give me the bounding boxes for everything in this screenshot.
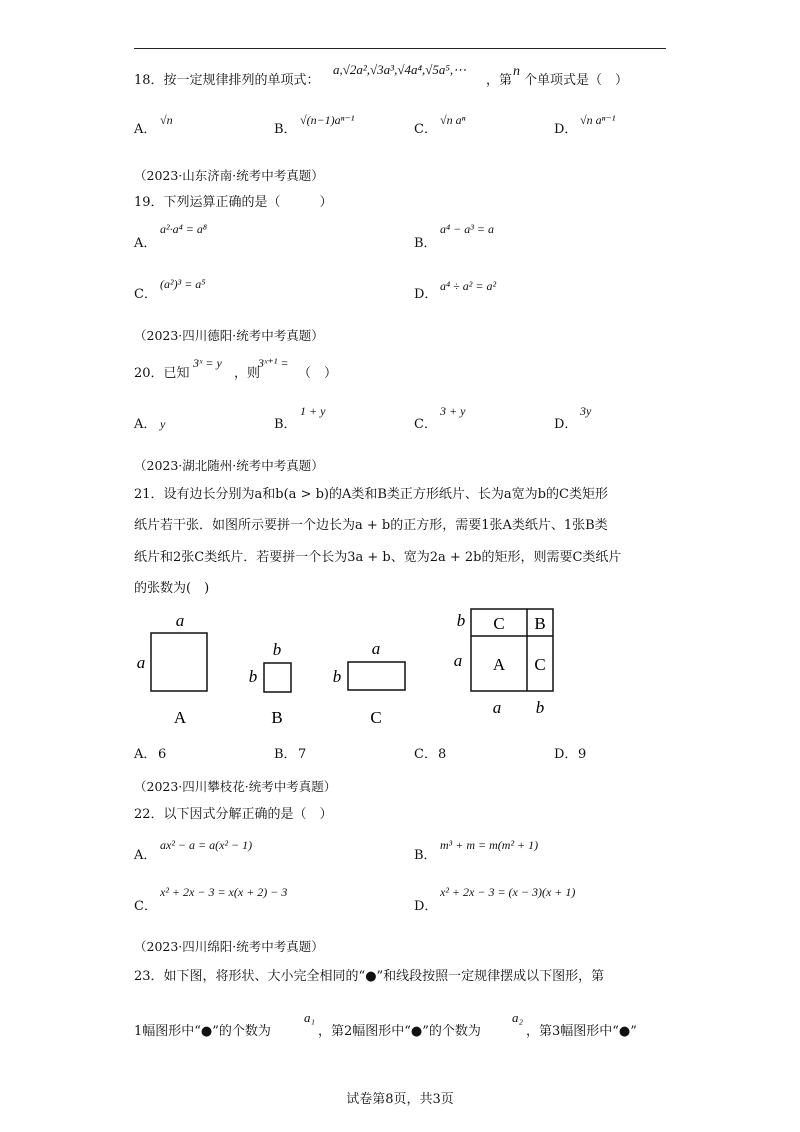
q20-option-b-label: B．: [274, 417, 297, 432]
q18-stem: [134, 70, 320, 92]
q19-option-d: a⁴ ÷ a² = a²: [440, 279, 497, 293]
q20-option-c-label: C．: [414, 417, 437, 432]
q18-stem-suffix: 个单项式是（ ）: [524, 73, 629, 88]
fig-c-side-label: b: [332, 667, 342, 686]
q18-option-d: √n aⁿ⁻¹: [580, 113, 616, 127]
q22-option-b: m³ + m = m(m² + 1): [440, 838, 539, 852]
q18-option-a: √n: [160, 113, 173, 127]
q21-source: （2023·湖北随州·统考中考真题）: [134, 458, 324, 473]
q18-stem-prefix: 18．按一定规律排列的单项式：: [134, 73, 320, 88]
q18-stem-mid: ，第: [486, 73, 513, 88]
q18-option-b: √(n−1)aⁿ⁻¹: [300, 113, 355, 127]
q18-option-d-label: D．: [554, 122, 578, 137]
q20-stem-prefix: 20．已知: [134, 366, 190, 381]
q21-option-b: 7: [298, 747, 307, 762]
q19-option-d-label: D．: [414, 287, 438, 302]
q22-option-d-label: D．: [414, 899, 438, 914]
q21-line-3: 纸片和2张C类纸片．若要拼一个长为3a + b、宽为2a + 2b的矩形，则需要C类纸片: [134, 550, 622, 565]
fig-composite-a: A: [492, 655, 506, 674]
q23-a2: a₂: [512, 1010, 524, 1025]
q22-option-a: ax² − a = a(x² − 1): [160, 838, 253, 852]
fig-composite-b-bottom: b: [535, 698, 545, 717]
q18-option-a-label: A．: [134, 122, 157, 137]
fig-composite-a-side: a: [453, 651, 463, 670]
fig-composite-a-bottom: a: [492, 698, 502, 717]
q20-option-a: y: [160, 417, 166, 431]
q21-line-4: 的张数为( ): [134, 581, 210, 596]
q20-stem-suffix: （ ）: [298, 366, 338, 381]
header-rule: [134, 48, 666, 49]
q22-option-d: x² + 2x − 3 = (x − 3)(x + 1): [440, 885, 576, 899]
fig-c-top-label: a: [371, 639, 381, 658]
q19-option-b: a⁴ − a³ = a: [440, 222, 494, 236]
q18-sequence: a,√2a²,√3a³,√4a⁴,√5a⁵,⋯: [333, 62, 467, 77]
q20-option-a-label: A．: [134, 417, 157, 432]
fig-b-caption: B: [271, 708, 283, 727]
q19-option-a-label: A．: [134, 236, 157, 251]
q18-option-c-label: C．: [414, 122, 437, 137]
fig-a-top-label: a: [175, 611, 185, 630]
q20-source: （2023·四川德阳·统考中考真题）: [134, 328, 324, 343]
q20-option-c: 3 + y: [440, 404, 466, 418]
q18-option-c: √n aⁿ: [440, 113, 466, 127]
q22-option-b-label: B．: [414, 848, 437, 863]
q21-line-1: 21．设有边长分别为a和b(a > b)的A类和B类正方形纸片、长为a宽为b的C类矩形: [134, 487, 608, 502]
q22-stem: 22．以下因式分解正确的是（ ）: [134, 807, 333, 822]
q23-a1: a₁: [304, 1010, 316, 1025]
q20-option-b: 1 + y: [300, 404, 326, 418]
q23-line-2a: 1幅图形中“●”的个数为: [134, 1024, 271, 1039]
q21-option-b-label: B．: [274, 747, 297, 762]
q23-source: （2023·四川绵阳·统考中考真题）: [134, 939, 324, 954]
q21-option-c: 8: [438, 747, 447, 762]
fig-c-caption: C: [370, 708, 382, 727]
q22-option-c-label: C．: [134, 899, 157, 914]
q19-stem: 19．下列运算正确的是（ ）: [134, 195, 333, 210]
fig-rect-c: [348, 662, 405, 690]
q23-line-1: 23．如下图，将形状、大小完全相同的“●”和线段按照一定规律摆成以下图形，第: [134, 969, 605, 984]
q19-option-c: (a²)³ = a⁵: [160, 277, 206, 291]
q23-line-2c: ，第3幅图形中“●”: [526, 1024, 637, 1039]
fig-square-b: [264, 663, 291, 692]
q21-line-2: 纸片若干张．如图所示要拼一个边长为a + b的正方形，需要1张A类纸片、1张B类: [134, 518, 608, 533]
fig-b-top-label: b: [272, 640, 282, 659]
q22-option-a-label: A．: [134, 848, 157, 863]
fig-composite-b-side: b: [456, 611, 466, 630]
q18-n: n: [513, 64, 520, 79]
q18-option-b-label: B．: [274, 122, 297, 137]
fig-composite-c-right: C: [534, 655, 546, 674]
q21-option-a-label: A．: [134, 747, 157, 762]
fig-composite-c-top: C: [493, 614, 505, 633]
q21-option-c-label: C．: [414, 747, 437, 762]
q21-option-a: 6: [158, 747, 167, 762]
q21-option-d: 9: [578, 747, 587, 762]
q19-option-c-label: C．: [134, 287, 157, 302]
fig-b-side-label: b: [248, 667, 258, 686]
q22-option-c: x² + 2x − 3 = x(x + 2) − 3: [160, 885, 288, 899]
q23-line-2b: ，第2幅图形中“●”的个数为: [318, 1024, 481, 1039]
fig-a-side-label: a: [136, 653, 146, 672]
q21-figure: [0, 600, 800, 735]
page-footer: 试卷第8页，共3页: [346, 1092, 454, 1107]
q20-given: 3ˣ = y: [193, 356, 222, 370]
fig-composite-b: B: [534, 614, 546, 633]
q20-option-d-label: D．: [554, 417, 578, 432]
q19-source: （2023·山东济南·统考中考真题）: [134, 168, 324, 183]
q20-stem-mid: ，则: [234, 366, 261, 381]
q20-ask: 3ˣ⁺¹ =: [258, 356, 289, 370]
q21-option-d-label: D．: [554, 747, 578, 762]
fig-square-a: [151, 633, 207, 691]
q20-option-d: 3y: [580, 404, 592, 418]
fig-a-caption: A: [173, 708, 187, 727]
q22-source: （2023·四川攀枝花·统考中考真题）: [134, 779, 337, 794]
q19-option-b-label: B．: [414, 236, 437, 251]
q19-option-a: a²·a⁴ = a⁸: [160, 222, 208, 236]
